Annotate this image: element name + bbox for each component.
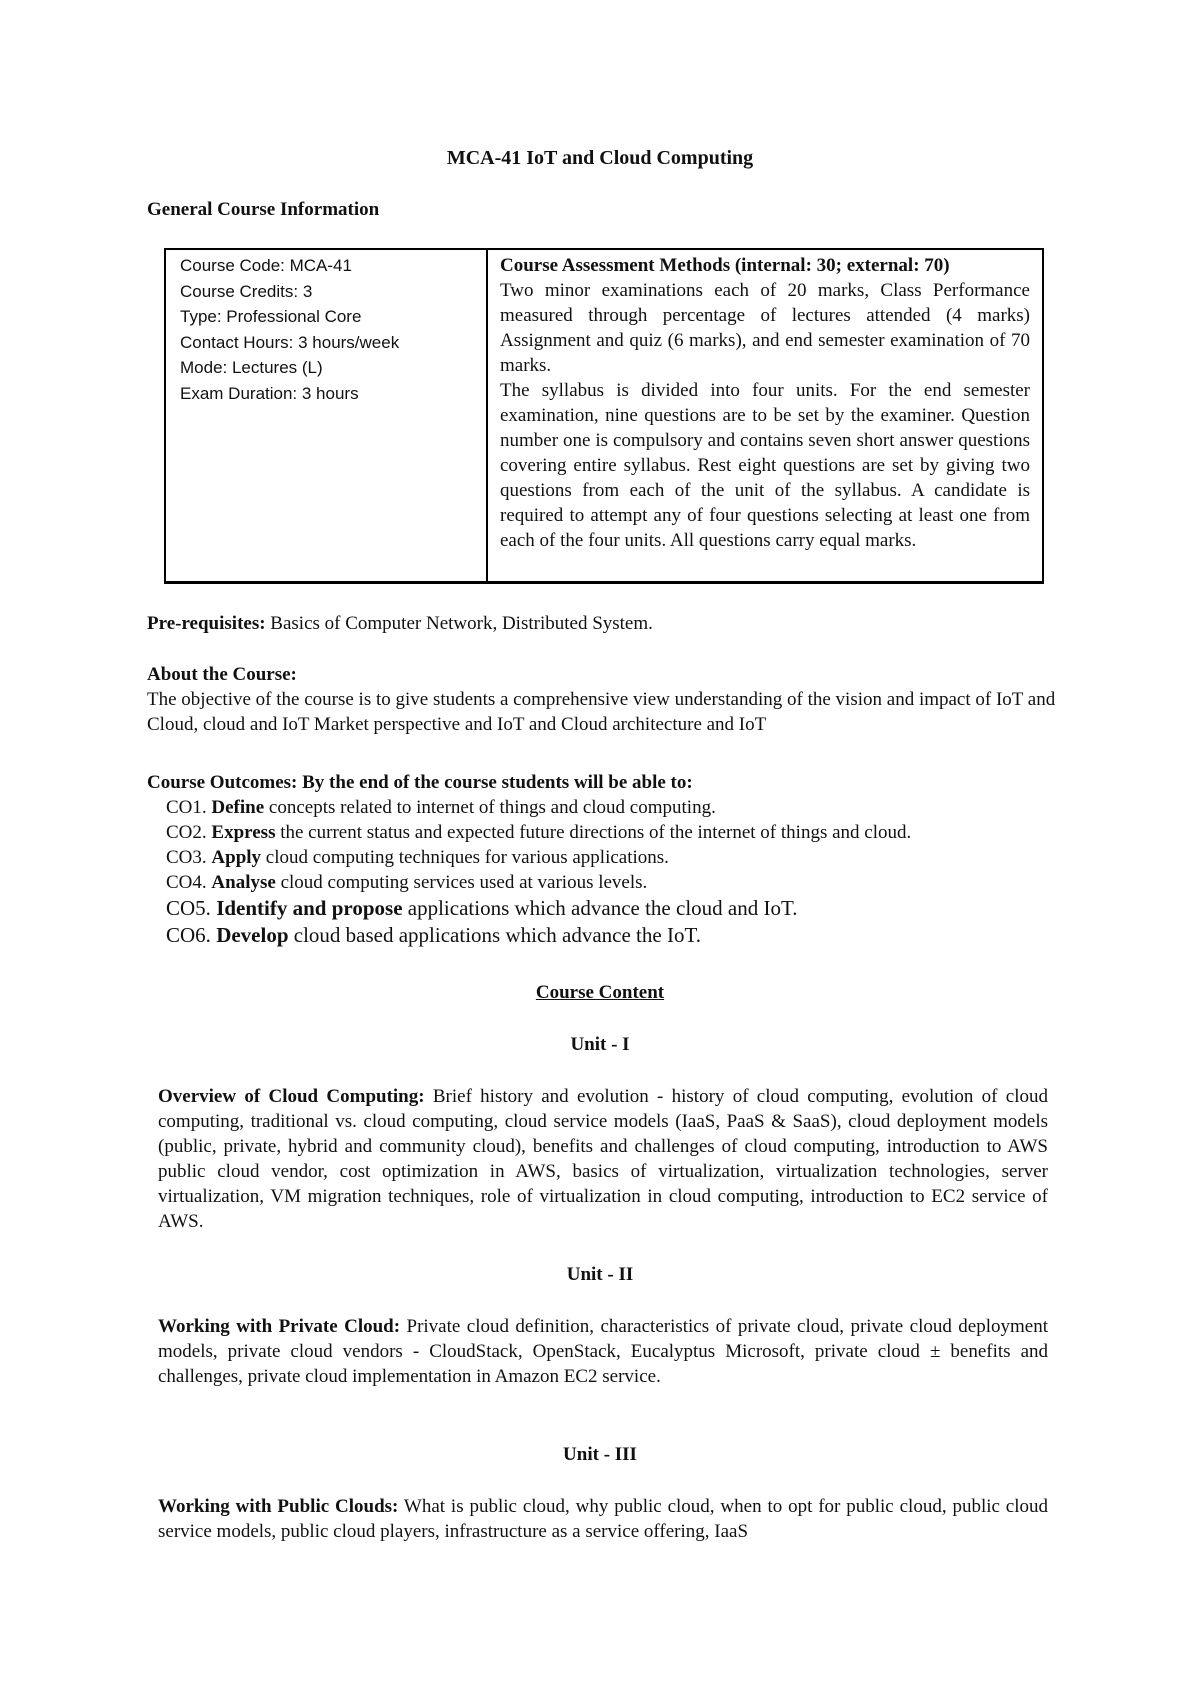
- prerequisites-label: Pre-requisites:: [147, 613, 266, 634]
- outcomes-list: [166, 795, 1066, 949]
- outcome-verb: Apply: [211, 847, 262, 868]
- outcome-text: cloud computing techniques for various applications.: [261, 847, 669, 868]
- outcome-item: [166, 922, 1066, 949]
- course-type: Type: Professional Core: [180, 307, 362, 326]
- unit-3-label: Unit - III: [563, 1444, 637, 1465]
- about-text: The objective of the course is to give students a comprehensive view understanding of the vision and impact of IoT and Cloud, cloud and IoT Market perspective and IoT and Cloud architecture and IoT: [147, 689, 1056, 735]
- prerequisites-text: Basics of Computer Network, Distributed System.: [265, 613, 653, 634]
- course-info-cell: [165, 249, 487, 583]
- outcome-text: applications which advance the cloud and IoT.: [402, 896, 798, 920]
- outcome-id: CO3.: [166, 847, 212, 868]
- assessment-paragraph-1: Two minor examinations each of 20 marks, Class Performance measured through percentage of lectures attended (4 marks) Assignment and quiz (6 marks), and end semester examination of 70 marks.: [500, 280, 1030, 376]
- about-heading: About the Course:: [147, 664, 297, 685]
- general-info-heading: General Course Information: [147, 199, 380, 220]
- outcome-item: [166, 820, 1066, 845]
- unit-1-label: Unit - I: [570, 1034, 630, 1055]
- assessment-heading: Course Assessment Methods (internal: 30; external: 70): [500, 255, 950, 276]
- unit-1-topic: Overview of Cloud Computing:: [158, 1086, 425, 1107]
- outcome-verb: Develop: [216, 923, 289, 947]
- unit-3-topic: Working with Public Clouds:: [158, 1496, 399, 1517]
- assessment-paragraph-2: The syllabus is divided into four units. For the end semester examination, nine questions are to be set by the examiner. Question number one is compulsory and contains seven short answer questions covering entire syllabus. Rest eight questions are set by giving two questions from each of the unit of the syllabus. A candidate is required to attempt any of four questions selecting at least one from each of the four units. All questions carry equal marks.: [500, 380, 1030, 551]
- outcome-verb: Analyse: [211, 872, 276, 893]
- outcome-text: cloud based applications which advance the IoT.: [288, 923, 701, 947]
- course-credits: Course Credits: 3: [180, 281, 313, 301]
- unit-3-text: What is public cloud, why public cloud, when to opt for public cloud, public cloud service models, public cloud players, infrastructure as a service offering, IaaS: [158, 1496, 1049, 1542]
- outcome-id: CO6.: [166, 923, 217, 947]
- exam-duration: Exam Duration: 3 hours: [180, 383, 359, 403]
- outcome-text: the current status and expected future directions of the internet of things and cloud.: [275, 822, 912, 843]
- course-mode: Mode: Lectures (L): [180, 358, 323, 377]
- outcome-id: CO2.: [166, 822, 212, 843]
- outcome-item: [166, 870, 1066, 895]
- outcome-id: CO1.: [166, 797, 212, 818]
- outcome-text: concepts related to internet of things and cloud computing.: [264, 797, 716, 818]
- outcome-item: [166, 795, 1066, 820]
- outcome-verb: Identify and propose: [216, 896, 403, 920]
- prerequisites: [147, 611, 1047, 636]
- unit-1-content: [158, 1084, 1048, 1234]
- contact-hours: Contact Hours: 3 hours/week: [180, 332, 400, 352]
- outcome-item: [166, 895, 1066, 922]
- course-info-table: [164, 248, 1044, 584]
- outcome-verb: Define: [211, 797, 265, 818]
- document-title: MCA-41 IoT and Cloud Computing: [446, 147, 754, 169]
- unit-2-topic: Working with Private Cloud:: [158, 1316, 401, 1337]
- outcome-text: cloud computing services used at various levels.: [275, 872, 648, 893]
- assessment-cell: [487, 249, 1043, 583]
- outcome-id: CO5.: [166, 896, 217, 920]
- course-code: Course Code: MCA-41: [180, 256, 352, 275]
- outcomes-heading: Course Outcomes: By the end of the course students will be able to:: [147, 772, 693, 793]
- outcome-id: CO4.: [166, 872, 212, 893]
- course-content-heading: Course Content: [535, 982, 665, 1003]
- unit-2-content: [158, 1314, 1048, 1389]
- unit-3-content: [158, 1494, 1048, 1544]
- outcome-verb: Express: [211, 822, 276, 843]
- unit-2-label: Unit - II: [566, 1264, 634, 1285]
- outcome-item: [166, 845, 1066, 870]
- unit-2-text: Private cloud definition, characteristics of private cloud, private cloud deployment models, private cloud vendors - CloudStack, OpenStack, Eucalyptus Microsoft, private cloud ± benefits and challenges, private cloud implementation in Amazon EC2 service.: [158, 1316, 1048, 1387]
- unit-1-text: Brief history and evolution - history of cloud computing, evolution of cloud computing, traditional vs. cloud computing, cloud service models (IaaS, PaaS & SaaS), cloud deployment models (public, private, hybrid and community cloud), benefits and challenges of cloud computing, introduction to AWS public cloud vendor, cost optimization in AWS, basics of virtualization, virtualization technologies, server virtualization, VM migration techniques, role of virtualization in cloud computing, introduction to EC2 service of AWS.: [158, 1086, 1048, 1232]
